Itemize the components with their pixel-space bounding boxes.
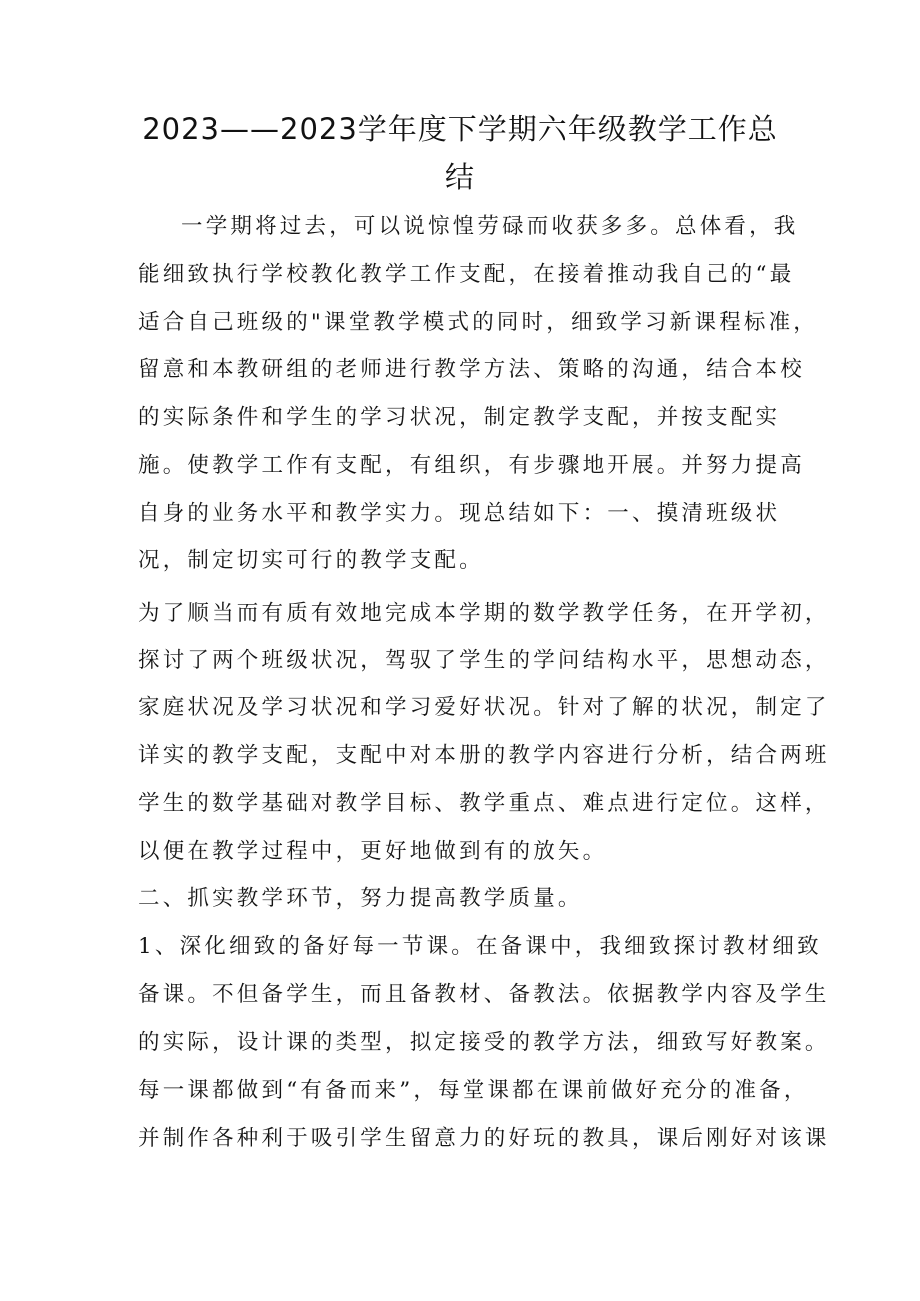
section-heading: 二、抓实教学环节，努力提高教学质量。 (138, 886, 583, 911)
paragraph-line: 并制作各种利于吸引学生留意力的好玩的教具，课后刚好对该课 (138, 1126, 830, 1151)
paragraph-line: 详实的教学支配，支配中对本册的教学内容进行分析，结合两班 (138, 743, 830, 768)
paragraph-line: 备课。不但备学生，而且备教材、备教法。依据教学内容及学生 (138, 982, 830, 1007)
paragraph-line: 一学期将过去，可以说惊惶劳碌而收获多多。总体看，我 (181, 214, 799, 239)
paragraph-line: 学生的数学基础对教学目标、教学重点、难点进行定位。这样， (138, 791, 830, 816)
paragraph-line: 自身的业务水平和教学实力。现总结如下：一、摸清班级状 (138, 501, 781, 526)
paragraph-line: 的实际，设计课的类型，拟定接受的教学方法，细致写好教案。 (138, 1030, 830, 1055)
document-title-line-2: 结 (444, 160, 475, 194)
paragraph-line: 探讨了两个班级状况，驾驭了学生的学问结构水平，思想动态， (138, 648, 830, 673)
paragraph-line: 的实际条件和学生的学习状况，制定教学支配，并按支配实 (138, 405, 781, 430)
paragraph-line: 家庭状况及学习状况和学习爱好状况。针对了解的状况，制定了 (138, 695, 830, 720)
paragraph-line: 为了顺当而有质有效地完成本学期的数学教学任务，在开学初， (138, 601, 830, 626)
paragraph-line: 况，制定切实可行的教学支配。 (138, 548, 484, 573)
paragraph-line: 每一课都做到“有备而来”，每堂课都在课前做好充分的准备， (138, 1078, 809, 1103)
paragraph-line: 施。使教学工作有支配，有组织，有步骤地开展。并努力提高 (138, 453, 805, 478)
paragraph-line: 能细致执行学校教化教学工作支配，在接着推动我自己的“最 (138, 262, 795, 287)
paragraph-line: 留意和本教研组的老师进行教学方法、策略的沟通，结合本校 (138, 357, 805, 382)
paragraph-line: 适合自己班级的"课堂教学模式的同时，细致学习新课程标准， (138, 310, 818, 335)
paragraph-line: 以便在教学过程中，更好地做到有的放矢。 (138, 839, 608, 864)
document-title-line-1: 2023——2023学年度下学期六年级教学工作总 (142, 112, 778, 146)
paragraph-line: 1、深化细致的备好每一节课。在备课中，我细致探讨教材细致 (138, 934, 822, 959)
